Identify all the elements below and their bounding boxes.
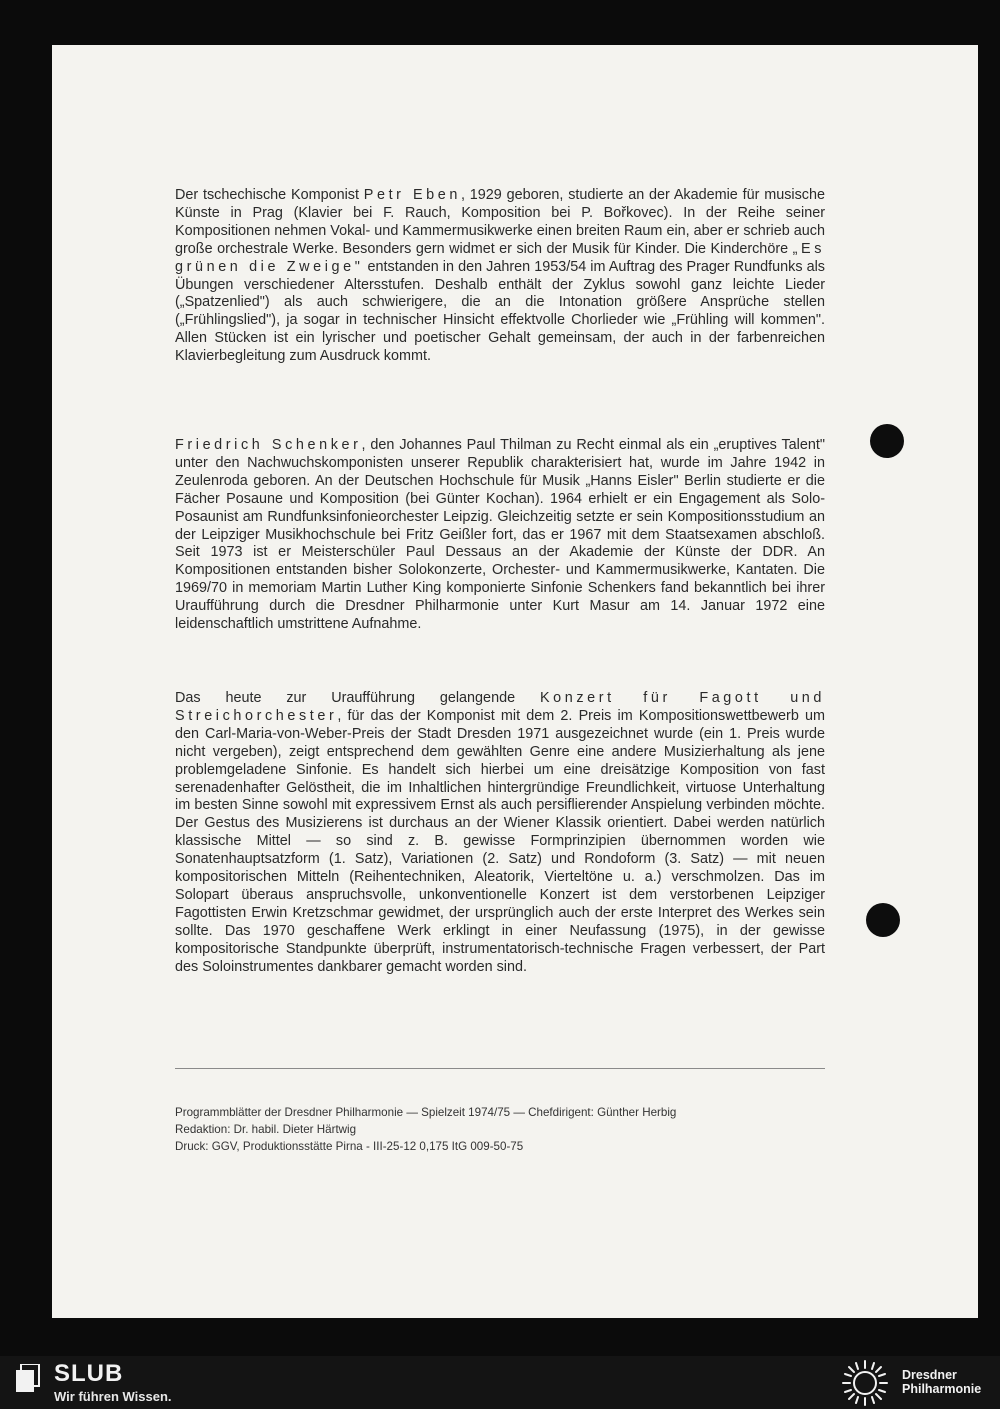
work-title-kinderchoere: „Es grünen die Zweige" <box>175 240 825 275</box>
imprint-line-program: Programmblätter der Dresdner Philharmonie — Spielzeit 1974/75 — Chefdirigent: Günther Herbig <box>175 1106 677 1119</box>
dresdner-philharmonie-sunburst-icon[interactable] <box>840 1359 890 1407</box>
paragraph-text: entstanden in den Jahren 1953/54 im Auftrag des Prager Rundfunks als Übungen verschiedener Altersstufen. Deshalb enthält der Zyklus sowohl ganz leichte Lieder („Spatzenlied") als auch schwierigere, die an die Intonation größere Ansprüche stellen („Frühlingslied"), ja sogar in technischer Hinsicht effektvolle Chorlieder wie „Frühling will kommen". Allen Stücken ist ein lyrischer und poetischer Gehalt gemeinsam, der auch in der farbenreichen Klavierbegleitung zum Ausdruck kommt. <box>175 258 825 365</box>
viewer-bottom-bar <box>0 1356 1000 1409</box>
dp-line-2: Philharmonie <box>902 1382 982 1396</box>
paragraph-text: Das heute zur Uraufführung gelangende <box>175 690 540 706</box>
paragraph-text: , für das der Komponist mit dem 2. Preis im Kompositionswettbewerb um den Carl-Maria-von-Weber-Preis der Stadt Dresden 1971 ausgezeichnet wurde (ein 1. Preis wurde nicht vergeben), zeigt entsprechend dem gewählten Genre eine andere Musizierhaltung als jene problemgeladene Sinfonie. Es handelt sich hierbei um eine dreisätzige Komposition von fast serenadenhafter Gelöstheit, die im Inhaltlichen hintergründige Freundlichkeit, virtuose Unterhaltung im besten Sinne sowohl mit expressivem Ernst als auch persiflierender Anspielung verbinden möchte. Der Gestus des Musizierens ist durchaus an der Wiener Klassik orientiert. Dabei werden natürlich klassische Mittel — so sind z. B. gewisse Formprinzipien übernommen worden wie Sonatenhauptsatzform (1. Satz), Variationen (2. Satz) und Rondoform (3. Satz) — mit neuen kompositorischen Mitteln (Reihentechniken, Aleatorik, Vierteltöne u. a.) verschmolzen. Das im Solopart überaus anspruchsvolle, unkonventionelle Konzert ist dem verstorbenen Leipziger Fagottisten Erwin Kretzschmar gewidmet, der ursprünglich auch der erste Interpret des Werkes sein sollte. Das 1970 geschaffene Werk erklingt in einer Neufassung (1975), in der gewisse kompositorische Standpunkte überprüft, instrumentatorisch-technische Fragen verbessert, der Part des Soloinstrumentes dankbarer gemacht worden sind. <box>175 707 825 975</box>
imprint-line-editor: Redaktion: Dr. habil. Dieter Härtwig <box>175 1123 357 1136</box>
imprint-footer <box>175 1104 855 1155</box>
paragraph-schenker <box>175 437 825 634</box>
composer-name-eben: Petr Eben <box>363 187 461 203</box>
slub-tagline: Wir führen Wissen. <box>54 1389 172 1404</box>
composer-name-schenker: Friedrich Schenker <box>175 437 362 453</box>
paragraph-text: , den Johannes Paul Thilman zu Recht einmal als ein „eruptives Talent" unter den Nachwuchskomponisten unserer Republik charakterisiert hat, wurde im Jahre 1942 in Zeulenroda geboren. An der Deutschen Hochschule für Musik „Hanns Eisler" Berlin studierte er die Fächer Posaune und Komposition (bei Günter Kochan). 1964 erhielt er ein Engagement als Solo-Posaunist am Rundfunksinfonieorchester Leipzig. Gleichzeitig setzte er sein Kompositionsstudium an der Leipziger Musikhochschule bei Fritz Geißler fort, das er 1967 mit dem Staatsexamen abschloß. Seit 1973 ist er Meisterschüler Paul Dessaus an der Akademie der Künste der DDR. An Kompositionen entstanden bisher Solokonzerte, Orchester- und Kammermusikwerke, Kantaten. Die 1969/70 in memoriam Martin Luther King komponierte Sinfonie Schenkers fand bekanntlich bei ihrer Uraufführung durch die Dresdner Philharmonie unter Kurt Masur am 14. Januar 1972 eine leidenschaftlich umstrittene Aufnahme. <box>175 437 825 633</box>
paragraph-text: , 1929 geboren, studierte an der Akademie für musische Künste in Prag (Klavier bei F. Rauch, Komposition bei P. Bořkovec). In der Reihe seiner Kompositionen nehmen Vokal- und Kammermusikwerke einen breiten Raum ein, aber er schrieb auch große orchestrale Werke. Besonders gern widmet er sich der Musik für Kinder. Die Kinderchöre <box>175 187 825 257</box>
document-page <box>52 45 978 1318</box>
imprint-line-print: Druck: GGV, Produktionsstätte Pirna - III-25-12 0,175 ItG 009-50-75 <box>175 1140 524 1153</box>
punch-hole <box>870 424 904 458</box>
slub-logo-text[interactable]: SLUB <box>54 1360 124 1387</box>
paragraph-konzert <box>175 690 825 977</box>
work-title-fagottkonzert: Konzert für Fagott und Streichorchester <box>175 690 826 724</box>
dp-line-1: Dresdner <box>902 1368 957 1382</box>
paragraph-eben <box>175 187 825 366</box>
divider-line <box>175 1068 825 1069</box>
punch-hole <box>866 903 900 937</box>
dresdner-philharmonie-logo-text[interactable] <box>902 1368 981 1396</box>
paragraph-text: Der tschechische Komponist <box>175 187 364 203</box>
slub-book-icon[interactable] <box>16 1364 40 1392</box>
